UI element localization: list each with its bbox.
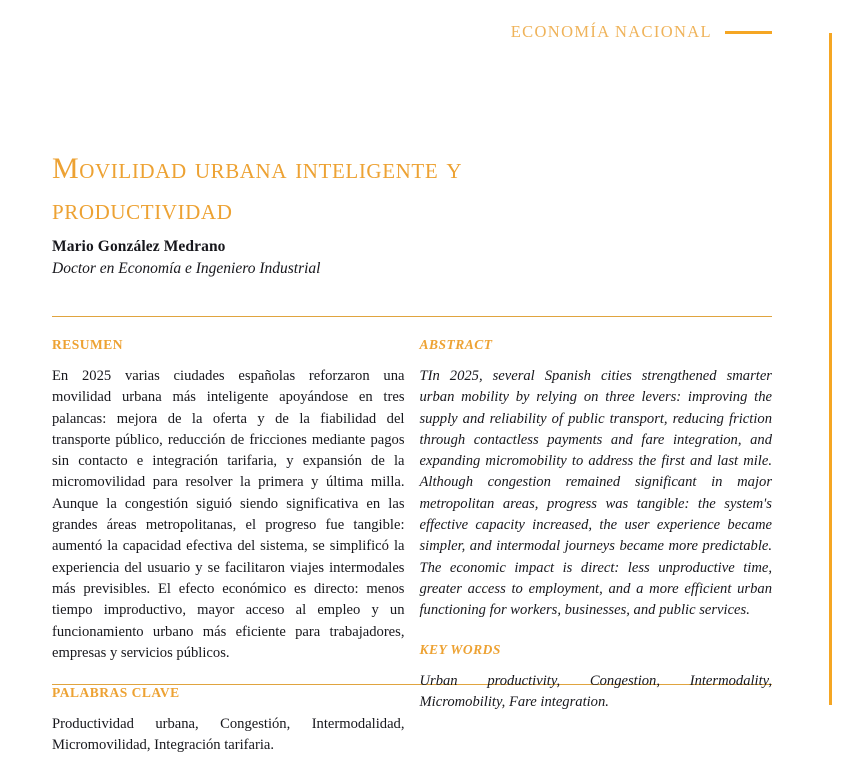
- abstract-column-english: [420, 337, 773, 757]
- running-head-label: ECONOMÍA NACIONAL: [510, 22, 712, 41]
- palabras-clave-text: Productividad urbana, Congestión, Intermodalidad, Micromovilidad, Integración tarifaria.: [52, 716, 405, 754]
- running-head: [511, 22, 772, 42]
- abstract-heading: ABSTRACT: [419, 337, 493, 352]
- page-title: Movilidad urbana inteligente y productividad: [52, 152, 463, 227]
- abstract-columns: [52, 337, 772, 757]
- resumen-text: En 2025 varias ciudades españolas reforzaron una movilidad urbana más inteligente apoyándose en tres palancas: mejora de la oferta y de la fiabilidad del transporte público, reducción de fricciones mediante pagos sin contacto e integración tarifaria, y expansión de la micromovilidad para resolver la primera y última milla. Aunque la congestión siguió siendo significativa en las grandes áreas metropolitanas, el progreso fue tangible: aumentó la capacidad efectiva del sistema, se simplificó la experiencia del usuario y se facilitaron viajes intermodales más previsibles. El efecto económico es directo: menos tiempo improductivo, mayor acceso al empleo y un funcionamiento urbano más eficiente para trabajadores, empresas y servicios públicos.: [52, 368, 405, 661]
- key-words-heading: KEY WORDS: [419, 641, 501, 657]
- abstract-column-spanish: [52, 337, 405, 757]
- author-name: Mario González Medrano: [52, 238, 226, 255]
- abstract-text: TIn 2025, several Spanish cities strengthened smarter urban mobility by relying on three levers: improving the supply and reliability of public transport, reducing friction through contactless payments and fare integration, and expanding micromobility to address the first and last mile. Although congestion remained significant in major metropolitan areas, progress was tangible: the system's effective capacity increased, the user experience became simpler, and intermodal journeys became more predictable. The economic impact is direct: less unproductive time, greater access to employment, and a more efficient urban functioning for workers, businesses, and public services.: [419, 368, 772, 619]
- page-edge-vertical-rule: [829, 33, 832, 705]
- key-words-text: Urban productivity, Congestion, Intermodality, Micromobility, Fare integration.: [419, 672, 772, 710]
- running-head-dash-rule: [725, 31, 772, 34]
- title-block: [52, 148, 612, 230]
- divider-rule-top: [52, 316, 772, 317]
- resumen-heading: RESUMEN: [52, 337, 124, 352]
- byline: [52, 238, 612, 278]
- palabras-clave-heading: PALABRAS CLAVE: [52, 685, 180, 701]
- author-affiliation: Doctor en Economía e Ingeniero Industrial: [52, 260, 321, 277]
